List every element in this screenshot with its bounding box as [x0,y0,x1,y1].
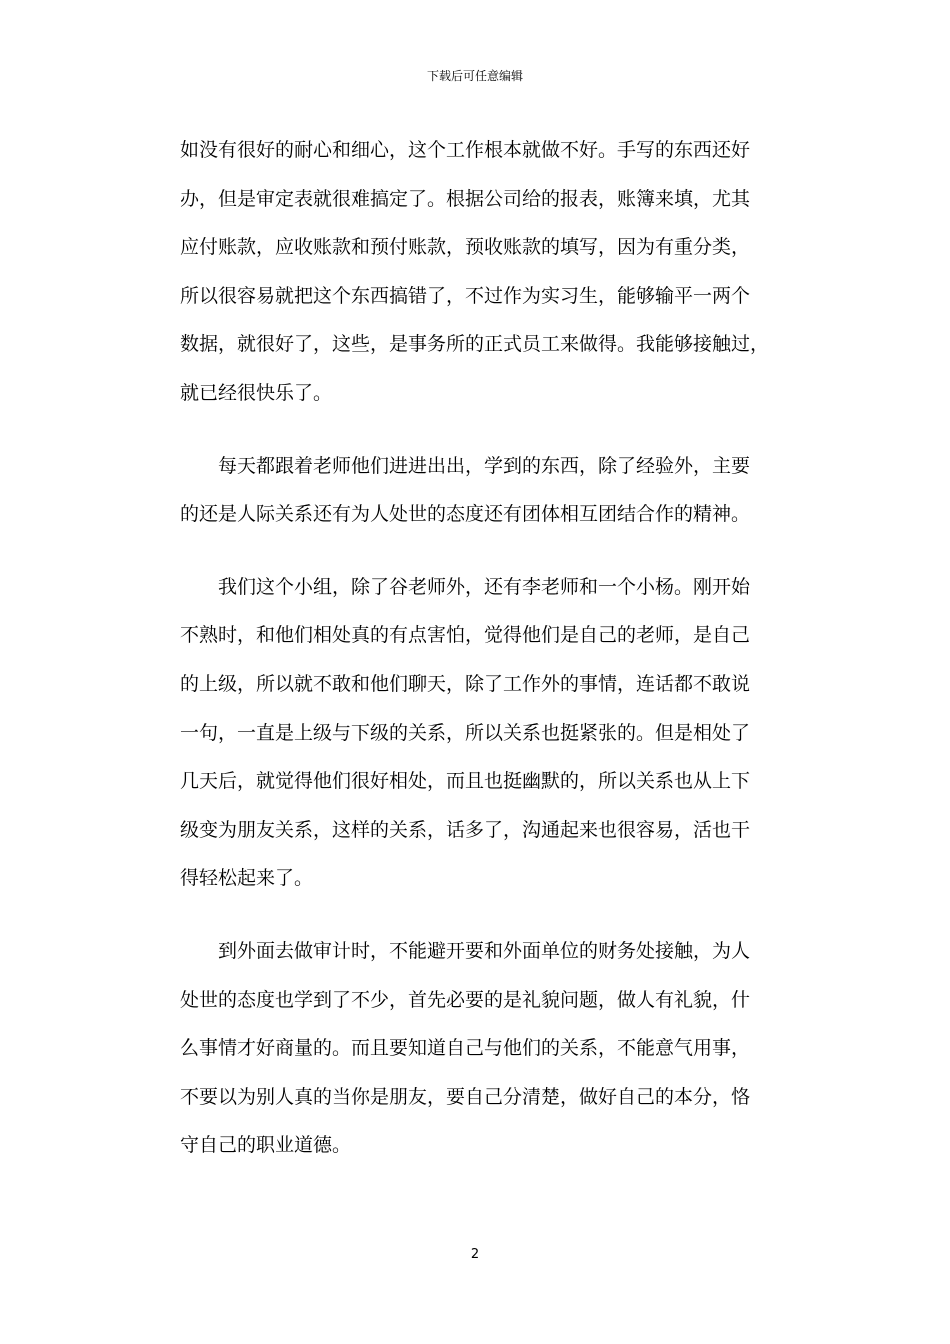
text-line: 如没有很好的耐心和细心，这个工作根本就做不好。手写的东西还好 [180,139,751,161]
text-line: 数据，就很好了，这些，是事务所的正式员工来做得。我能够接触过， [180,333,770,356]
text-line: 么事情才好商量的。而且要知道自己与他们的关系，不能意气用事， [180,1037,751,1060]
text-line: 的上级，所以就不敢和他们聊天，除了工作外的事情，连话都不敢说 [180,672,751,695]
text-line: 处世的态度也学到了不少，首先必要的是礼貌问题，做人有礼貌，什 [180,988,751,1011]
page-number: 2 [470,1247,480,1262]
text-line: 的还是人际关系还有为人处世的态度还有团体相互团结合作的精神。 [180,503,751,526]
text-line: 不要以为别人真的当你是朋友，要自己分清楚，做好自己的本分，恪 [180,1085,751,1108]
text-line: 得轻松起来了。 [180,867,314,890]
text-line: 办，但是审定表就很难搞定了。根据公司给的报表，账簿来填，尤其 [180,187,751,210]
text-line: 到外面去做审计时，不能避开要和外面单位的财务处接触，为人 [218,939,751,962]
paragraph-1 [180,126,770,418]
paragraph-4 [180,927,770,1170]
text-line: 级变为朋友关系，这样的关系，话多了，沟通起来也很容易，活也干 [180,818,751,841]
text-line: 守自己的职业道德。 [180,1134,352,1157]
page-header: 下载后可任意编辑 [426,69,523,83]
text-line: 我们这个小组，除了谷老师外，还有李老师和一个小杨。刚开始 [218,575,751,598]
text-line: 不熟时，和他们相处真的有点害怕，觉得他们是自己的老师，是自己 [180,624,751,647]
paragraph-3 [180,563,770,903]
text-line: 所以很容易就把这个东西搞错了，不过作为实习生，能够输平一两个 [180,284,751,307]
text-line: 应付账款，应收账款和预付账款，预收账款的填写，因为有重分类， [180,236,751,259]
text-line: 一句，一直是上级与下级的关系，所以关系也挺紧张的。但是相处了 [180,721,751,744]
paragraph-2 [180,442,770,539]
text-line: 每天都跟着老师他们进进出出，学到的东西，除了经验外，主要 [218,454,751,477]
paragraph-spacer [180,418,770,442]
text-line: 就已经很快乐了。 [180,381,333,404]
document-body [180,126,770,1170]
text-line: 几天后，就觉得他们很好相处，而且也挺幽默的，所以关系也从上下 [180,770,751,793]
paragraph-spacer [180,903,770,927]
paragraph-spacer [180,539,770,563]
